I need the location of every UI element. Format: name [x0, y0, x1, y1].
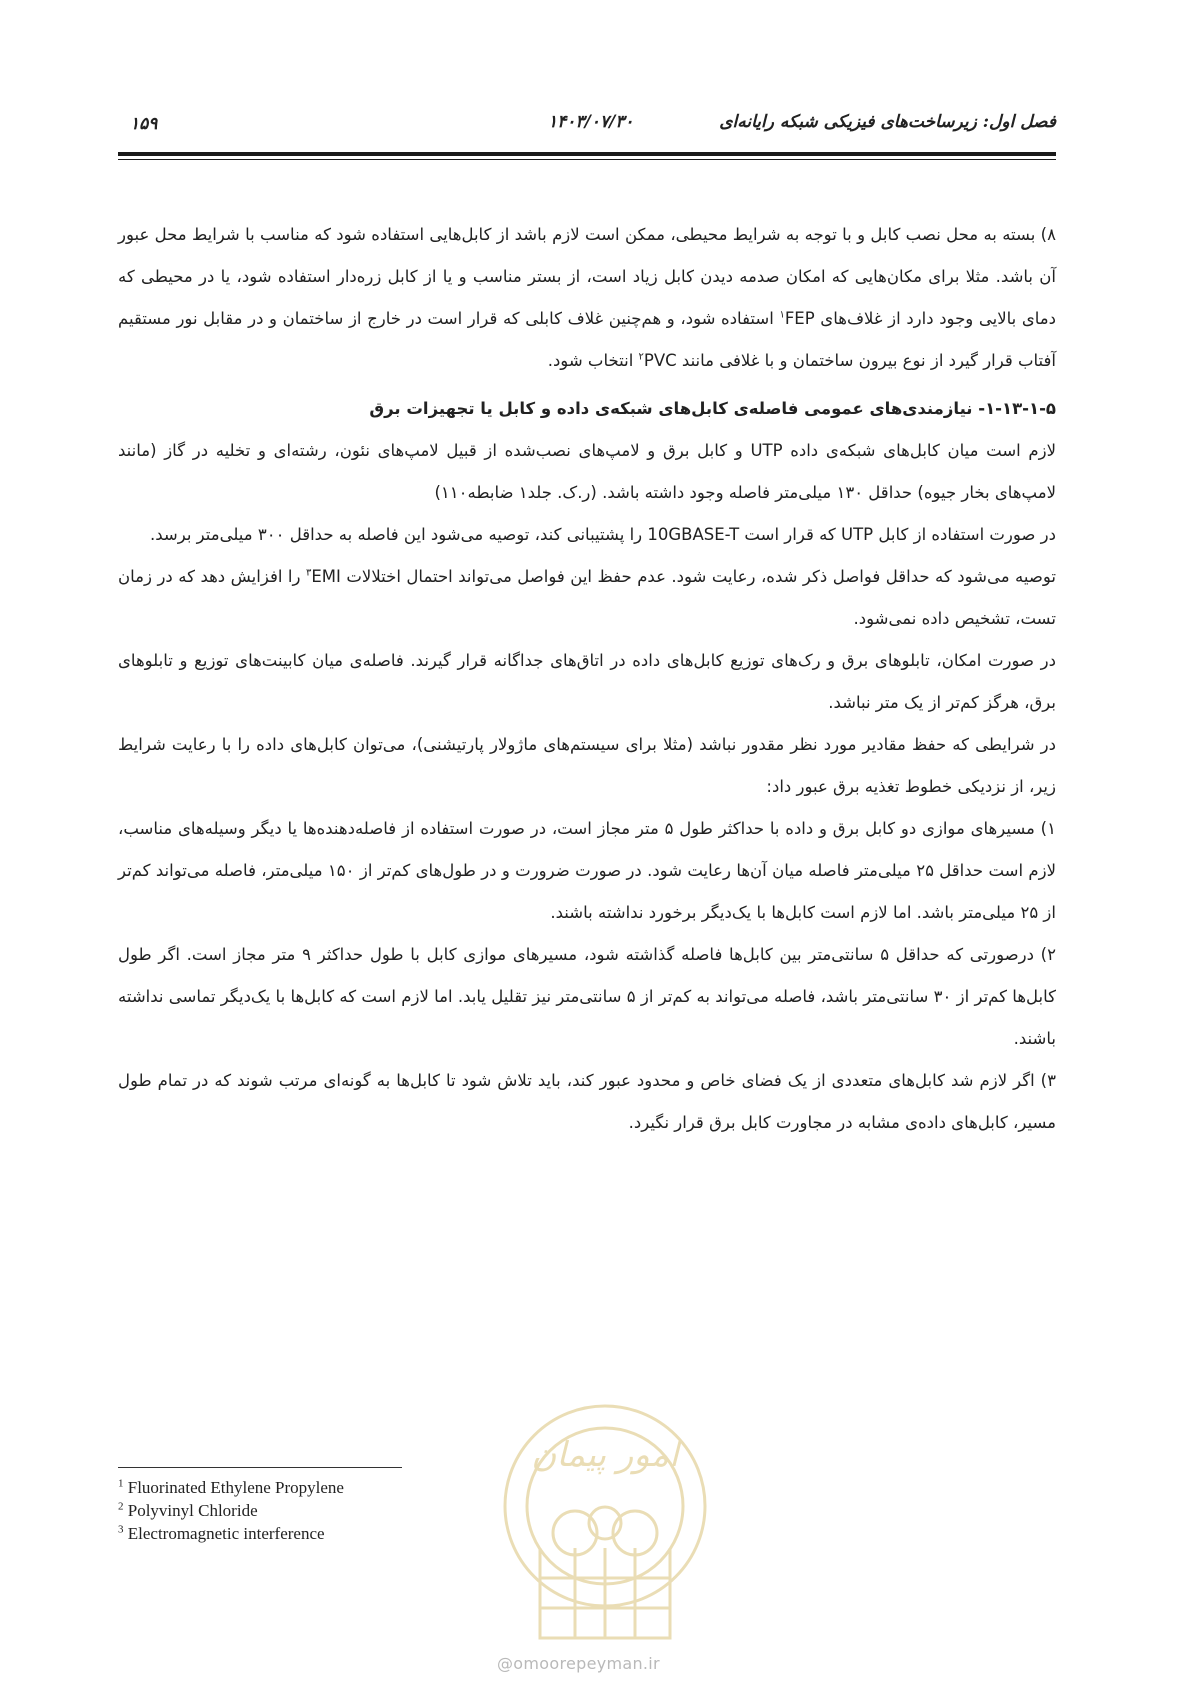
list-item-1: ۱) مسیرهای موازی دو کابل برق و داده با حداکثر طول ۵ متر مجاز است، در صورت استفاده از فاصله‌دهنده‌ها یا دیگر وسیله‌های مناسب، لازم است حداقل ۲۵ میلی‌متر فاصله میان آن‌ها رعایت شود. در صورت ضرورت و در طول‌های کم‌تر از ۱۵۰ میلی‌متر، فاصله می‌تواند کم‌تر از ۲۵ میلی‌متر باشد. اما لازم است کابل‌ها با یک‌دیگر برخورد نداشته باشند.	[118, 819, 1056, 922]
footnote-1: $^1$ Fluorinated Ethylene Propylene	[118, 1477, 344, 1497]
term-fep: FEP	[784, 309, 815, 328]
term-pvc: PVC	[643, 351, 677, 370]
footnote-ref-3: ۳	[305, 567, 312, 579]
term-emi: EMI	[311, 567, 341, 586]
footnote-2: $^2$ Polyvinyl Chloride	[118, 1500, 258, 1520]
paragraph-conditions: در شرایطی که حفظ مقادیر مورد نظر مقدور نباشد (مثلا برای سیستم‌های ماژولار پارتیشنی)، می‌توان کابل‌های داده را با رعایت شرایط زیر، از نزدیکی خطوط تغذیه برق عبور داد:	[118, 735, 1056, 796]
list-item-2: ۲) درصورتی که حداقل ۵ سانتی‌متر بین کابل‌ها فاصله گذاشته شود، مسیرهای موازی کابل با طول حداکثر ۹ متر مجاز است. اگر طول کابل‌ها کم‌تر از ۳۰ سانتی‌متر باشد، فاصله می‌تواند به کم‌تر از ۵ سانتی‌متر نیز تقلیل یابد. اما لازم است که کابل‌ها با یک‌دیگر تماسی نداشته باشند.	[118, 945, 1056, 1048]
body-text	[118, 214, 1056, 1144]
chapter-title: فصل اول: زیرساخت‌های فیزیکی شبکه رایانه‌ای	[719, 112, 1056, 132]
header-rule-thick	[118, 152, 1056, 156]
section-heading: ۱-۱۳-۱-۵- نیازمندی‌های عمومی فاصله‌ی کابل‌های شبکه‌ی داده و کابل یا تجهیزات برق	[369, 399, 1056, 418]
paragraph-emi: توصیه می‌شود که حداقل فواصل ذکر شده، رعایت شود. عدم حفظ این فواصل می‌تواند احتمال اختلالات EMI$^۳$ را افزایش دهد که در زمان تست، تشخیص داده نمی‌شود.	[118, 567, 1056, 628]
footnote-ref-2: ۲	[638, 351, 644, 363]
paragraph-separate-rooms: در صورت امکان، تابلوهای برق و رک‌های توزیع کابل‌های داده در اتاق‌های جداگانه قرار گیرند. فاصله‌ی میان کابینت‌های توزیع و تابلوهای برق، هرگز کم‌تر از یک متر نباشد.	[118, 651, 1056, 712]
list-item-3: ۳) اگر لازم شد کابل‌های متعددی از یک فضای خاص و محدود عبور کند، باید تلاش شود تا کابل‌ها به گونه‌ای مرتب شوند که در تمام طول مسیر، کابل‌های داده‌ی مشابه در مجاورت کابل برق قرار نگیرد.	[118, 1071, 1056, 1132]
watermark-seal-text: امور پیمان	[531, 1435, 679, 1475]
watermark-site: @omoorepeyman.ir	[497, 1654, 660, 1673]
paragraph-cable-selection: ۸) بسته به محل نصب کابل و با توجه به شرایط محیطی، ممکن است لازم باشد از کابل‌هایی استفاده شود که مناسب با شرایط محل عبور آن باشد. مثلا برای مکان‌هایی که امکان صدمه دیدن کابل زیاد است، از بستر مناسب و یا از کابل زره‌دار استفاده شود، یا در محیطی که دمای بالایی وجود دارد از غلاف‌های FEP$^۱$ استفاده شود، و هم‌چنین غلاف کابلی که قرار است در خارج از ساختمان و در مقابل نور مستقیم آفتاب قرار گیرد از نوع بیرون ساختمان و با غلافی مانند PVC$^۲$ انتخاب شود.	[118, 225, 1056, 370]
footnote-3: $^3$ Electromagnetic interference	[118, 1523, 325, 1543]
page-number: ۱۵۹	[130, 114, 158, 134]
page-header	[118, 112, 1056, 142]
header-date: ۱۴۰۳/۰۷/۳۰	[548, 112, 634, 132]
footnote-rule	[118, 1467, 402, 1468]
paragraph-utp-spacing: لازم است میان کابل‌های شبکه‌ی داده UTP و کابل برق و لامپ‌های نصب‌شده از قبیل لامپ‌های نئون، رشته‌ای و تخلیه در گاز (مانند لامپ‌های بخار جیوه) حداقل ۱۳۰ میلی‌متر فاصله وجود داشته باشد. (ر.ک. جلد۱ ضابطه۱۱۰)	[118, 441, 1056, 502]
footnotes	[118, 1476, 344, 1545]
watermark-seal	[480, 1398, 730, 1668]
footnote-ref-1: ۱	[779, 309, 785, 321]
header-rule-thin	[118, 159, 1056, 160]
paragraph-10gbase: در صورت استفاده از کابل UTP که قرار است 10GBASE-T را پشتیبانی کند، توصیه می‌شود این فاصله به حداقل ۳۰۰ میلی‌متر برسد.	[149, 525, 1056, 544]
